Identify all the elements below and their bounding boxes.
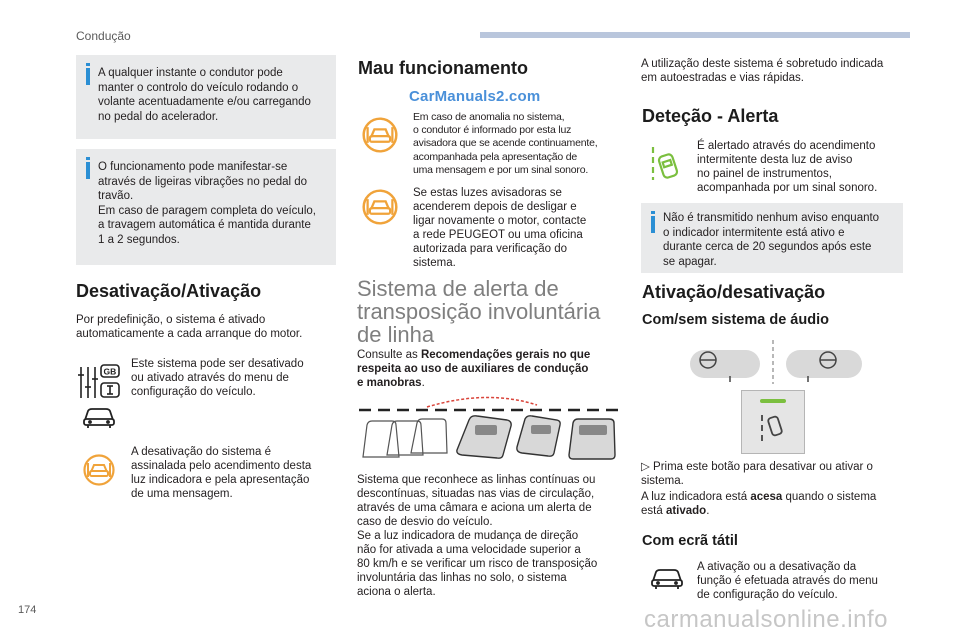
- system-description: Sistema que reconhece as linhas contínuas ou descontínuas, situadas nas vias de circulação, através de uma câmara e aciona um alerta de caso de desvio do veículo. Se a luz indicadora de mudança de direção não for ativada a uma velocidade superior a 80 km/h e se verificar um risco de transposição involuntária das linhas no solo, o sistema aciona o alerta.: [357, 474, 598, 598]
- deactivation-light-text: A desativação do sistema é assinalada pelo acendimento desta luz indicadora e pela apresentação de uma mensagem.: [131, 446, 312, 500]
- page-number: 174: [18, 604, 37, 616]
- deactivation-menu-text: Este sistema pode ser desativado ou ativado através do menu de configuração do veículo.: [131, 358, 304, 398]
- settings-menu-icon: [78, 363, 122, 406]
- dashboard-illustration: [688, 340, 864, 389]
- info-icon: [651, 216, 655, 233]
- info-note-2: [76, 149, 336, 265]
- watermark-carmanuals: CarManuals2.com: [409, 88, 541, 105]
- lane-departure-illustration: [357, 395, 621, 472]
- header-bar: [480, 32, 910, 38]
- deactivation-intro: Por predefinição, o sistema é ativado automaticamente a cada arranque do motor.: [76, 314, 303, 340]
- lit-mid: quando o sistema está: [641, 491, 877, 517]
- press-button-text: [641, 460, 921, 488]
- usage-text: A utilização deste sistema é sobretudo indicada em autoestradas e vias rápidas.: [641, 58, 884, 84]
- info-note-3-text: Não é transmitido nenhum aviso enquanto o indicador intermitente está ativo e durante cerca de 20 segundos após este se apagar.: [663, 212, 880, 268]
- car-icon: [650, 566, 684, 595]
- lit-bold-ativado: ativado: [665, 505, 707, 517]
- lit-prefix: A luz indicadora está: [641, 491, 751, 503]
- indicator-lit-text: [641, 490, 921, 518]
- lit-bold-acesa: acesa: [750, 491, 783, 503]
- lane-fault-warning-icon: [362, 117, 398, 158]
- consult-prefix: Consulte as: [357, 349, 421, 361]
- consult-bold-link: Recomendações gerais no que respeita ao uso de auxiliares de condução e manobras: [357, 349, 591, 389]
- lane-system-title: Sistema de alerta de transposição involuntária de linha: [357, 276, 601, 347]
- gb-label: GB: [103, 366, 117, 377]
- info-note-1: [76, 55, 336, 139]
- touchscreen-text: A ativação ou a desativação da função é efetuada através do menu de configuração do veículo.: [697, 561, 878, 601]
- footer-watermark: carmanualsonline.info: [644, 606, 888, 633]
- info-note-1-text: A qualquer instante o condutor pode manter o controlo do veículo rodando o volante acentuadamente e/ou carregando no pedal do acelerador.: [98, 67, 311, 123]
- consult-suffix: .: [421, 377, 425, 389]
- detection-alert-title: Deteção - Alerta: [642, 106, 779, 126]
- detection-text: É alertado através do acendimento intermitente desta luz de aviso no painel de instrumentos, acompanhada por um sinal sonoro.: [697, 140, 878, 194]
- lane-assist-button[interactable]: [741, 390, 805, 454]
- info-icon: [86, 68, 90, 85]
- lane-alert-icon: [650, 145, 684, 186]
- press-button-label: Prima este botão para desativar ou ativar o sistema.: [641, 461, 873, 487]
- malfunction-title: Mau funcionamento: [358, 58, 528, 78]
- audio-subtitle: Com/sem sistema de áudio: [642, 312, 829, 328]
- lane-assist-button-icon: [742, 391, 804, 453]
- malfunction-text-1: Em caso de anomalia no sistema, o condutor é informado por esta luz avisadora que se acende continuamente, acompanhada pela apresentação de uma mensagem e por um sinal sonoro.: [413, 111, 598, 176]
- consult-text: [357, 348, 627, 390]
- lane-off-warning-icon: [83, 454, 115, 491]
- info-note-3: [641, 203, 903, 273]
- lit-suffix: .: [706, 505, 710, 517]
- bullet-arrow-icon: ▷: [641, 461, 654, 473]
- info-icon: [86, 162, 90, 179]
- touchscreen-subtitle: Com ecrã tátil: [642, 533, 738, 549]
- activation-title: Ativação/desativação: [642, 282, 826, 302]
- section-label: Condução: [76, 29, 131, 43]
- lane-fault-warning-icon-2: [362, 189, 398, 230]
- info-note-2-text: O funcionamento pode manifestar-se através de ligeiras vibrações no pedal do travão. Em caso de paragem completa do veículo, a travagem automática é mantida durante 1 a 2 segundos.: [98, 161, 316, 246]
- deactivation-title: Desativação/Ativação: [76, 281, 262, 301]
- malfunction-text-2: Se estas luzes avisadoras se acenderem depois de desligar e ligar novamente o motor, contacte a rede PEUGEOT ou uma oficina autorizada para verificação do sistema.: [413, 187, 587, 269]
- car-icon: [82, 405, 116, 434]
